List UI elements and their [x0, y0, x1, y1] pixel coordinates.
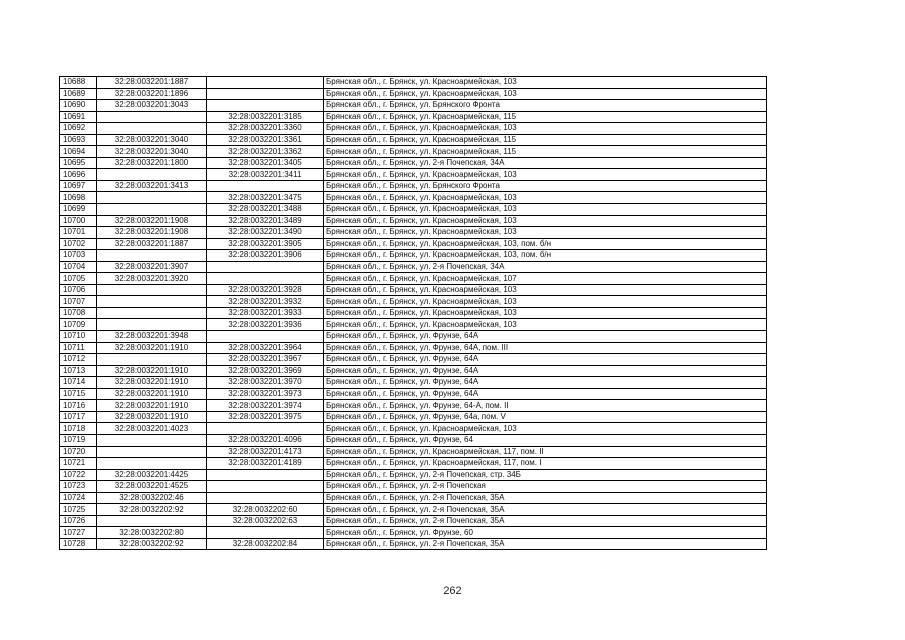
land-cadastral-number-cell: 32:28:0032201:1910 — [97, 365, 207, 377]
address-cell: Брянская обл., г. Брянск, ул. Красноармейская, 103 — [324, 123, 767, 135]
object-cadastral-number-cell: 32:28:0032202:63 — [207, 515, 324, 527]
address-cell: Брянская обл., г. Брянск, ул. Брянского Фронта — [324, 100, 767, 112]
object-cadastral-number-cell: 32:28:0032201:3933 — [207, 307, 324, 319]
address-cell: Брянская обл., г. Брянск, ул. 2-я Почепская, 34А — [324, 157, 767, 169]
object-cadastral-number-cell — [207, 331, 324, 343]
land-cadastral-number-cell — [97, 354, 207, 366]
table-row — [60, 319, 767, 331]
row-number-cell: 10711 — [60, 342, 97, 354]
object-cadastral-number-cell: 32:28:0032201:4096 — [207, 434, 324, 446]
land-cadastral-number-cell: 32:28:0032201:1908 — [97, 215, 207, 227]
object-cadastral-number-cell — [207, 481, 324, 493]
row-number-cell: 10692 — [60, 123, 97, 135]
address-cell: Брянская обл., г. Брянск, ул. 2-я Почепская, 35А — [324, 515, 767, 527]
land-cadastral-number-cell: 32:28:0032202:92 — [97, 504, 207, 516]
row-number-cell: 10698 — [60, 192, 97, 204]
address-cell: Брянская обл., г. Брянск, ул. Красноармейская, 103, пом. б/н — [324, 250, 767, 262]
object-cadastral-number-cell: 32:28:0032201:3906 — [207, 250, 324, 262]
table-row — [60, 400, 767, 412]
row-number-cell: 10688 — [60, 77, 97, 89]
row-number-cell: 10727 — [60, 527, 97, 539]
address-cell: Брянская обл., г. Брянск, ул. 2-я Почепская, 35А — [324, 492, 767, 504]
table-row — [60, 157, 767, 169]
address-cell: Брянская обл., г. Брянск, ул. Фрунзе, 64А — [324, 388, 767, 400]
address-cell: Брянская обл., г. Брянск, ул. Красноармейская, 115 — [324, 134, 767, 146]
address-cell: Брянская обл., г. Брянск, ул. Фрунзе, 64 — [324, 434, 767, 446]
land-cadastral-number-cell — [97, 111, 207, 123]
row-number-cell: 10728 — [60, 538, 97, 550]
row-number-cell: 10717 — [60, 411, 97, 423]
address-cell: Брянская обл., г. Брянск, ул. Красноармейская, 103 — [324, 88, 767, 100]
object-cadastral-number-cell: 32:28:0032201:3361 — [207, 134, 324, 146]
address-cell: Брянская обл., г. Брянск, ул. Фрунзе, 64А — [324, 354, 767, 366]
row-number-cell: 10714 — [60, 377, 97, 389]
object-cadastral-number-cell: 32:28:0032201:3490 — [207, 227, 324, 239]
land-cadastral-number-cell: 32:28:0032201:1887 — [97, 77, 207, 89]
table-row — [60, 169, 767, 181]
object-cadastral-number-cell: 32:28:0032201:3964 — [207, 342, 324, 354]
land-cadastral-number-cell — [97, 515, 207, 527]
registry-table — [59, 76, 767, 550]
table-row — [60, 481, 767, 493]
object-cadastral-number-cell: 32:28:0032201:3936 — [207, 319, 324, 331]
table-row — [60, 504, 767, 516]
row-number-cell: 10715 — [60, 388, 97, 400]
row-number-cell: 10704 — [60, 261, 97, 273]
land-cadastral-number-cell: 32:28:0032202:80 — [97, 527, 207, 539]
row-number-cell: 10722 — [60, 469, 97, 481]
land-cadastral-number-cell — [97, 250, 207, 262]
address-cell: Брянская обл., г. Брянск, ул. Красноармейская, 103 — [324, 192, 767, 204]
land-cadastral-number-cell — [97, 123, 207, 135]
object-cadastral-number-cell — [207, 423, 324, 435]
land-cadastral-number-cell — [97, 434, 207, 446]
land-cadastral-number-cell: 32:28:0032201:3907 — [97, 261, 207, 273]
object-cadastral-number-cell: 32:28:0032201:3185 — [207, 111, 324, 123]
table-row — [60, 492, 767, 504]
object-cadastral-number-cell — [207, 88, 324, 100]
table-row — [60, 146, 767, 158]
address-cell: Брянская обл., г. Брянск, ул. 2-я Почепская, стр. 34Б — [324, 469, 767, 481]
table-row — [60, 227, 767, 239]
address-cell: Брянская обл., г. Брянск, ул. Фрунзе, 60 — [324, 527, 767, 539]
land-cadastral-number-cell: 32:28:0032201:1910 — [97, 377, 207, 389]
land-cadastral-number-cell — [97, 284, 207, 296]
land-cadastral-number-cell — [97, 458, 207, 470]
table-row — [60, 354, 767, 366]
land-cadastral-number-cell: 32:28:0032201:1910 — [97, 342, 207, 354]
row-number-cell: 10708 — [60, 307, 97, 319]
land-cadastral-number-cell: 32:28:0032201:3040 — [97, 146, 207, 158]
object-cadastral-number-cell — [207, 527, 324, 539]
land-cadastral-number-cell — [97, 204, 207, 216]
object-cadastral-number-cell: 32:28:0032201:3411 — [207, 169, 324, 181]
table-row — [60, 261, 767, 273]
object-cadastral-number-cell: 32:28:0032201:3905 — [207, 238, 324, 250]
table-row — [60, 100, 767, 112]
row-number-cell: 10707 — [60, 296, 97, 308]
address-cell: Брянская обл., г. Брянск, ул. Фрунзе, 64-А, пом. II — [324, 400, 767, 412]
table-row — [60, 331, 767, 343]
land-cadastral-number-cell — [97, 169, 207, 181]
land-cadastral-number-cell: 32:28:0032201:3948 — [97, 331, 207, 343]
land-cadastral-number-cell — [97, 296, 207, 308]
object-cadastral-number-cell: 32:28:0032201:3928 — [207, 284, 324, 296]
row-number-cell: 10706 — [60, 284, 97, 296]
table-row — [60, 111, 767, 123]
land-cadastral-number-cell: 32:28:0032201:3920 — [97, 273, 207, 285]
address-cell: Брянская обл., г. Брянск, ул. Красноармейская, 103 — [324, 296, 767, 308]
object-cadastral-number-cell: 32:28:0032201:4173 — [207, 446, 324, 458]
table-row — [60, 307, 767, 319]
object-cadastral-number-cell: 32:28:0032201:3932 — [207, 296, 324, 308]
land-cadastral-number-cell: 32:28:0032201:1887 — [97, 238, 207, 250]
table-row — [60, 192, 767, 204]
table-row — [60, 423, 767, 435]
table-row — [60, 273, 767, 285]
object-cadastral-number-cell — [207, 492, 324, 504]
object-cadastral-number-cell — [207, 180, 324, 192]
row-number-cell: 10700 — [60, 215, 97, 227]
address-cell: Брянская обл., г. Брянск, ул. Фрунзе, 64А, пом. III — [324, 342, 767, 354]
table-row — [60, 88, 767, 100]
address-cell: Брянская обл., г. Брянск, ул. 2-я Почепская — [324, 481, 767, 493]
land-cadastral-number-cell: 32:28:0032201:1908 — [97, 227, 207, 239]
object-cadastral-number-cell — [207, 77, 324, 89]
row-number-cell: 10709 — [60, 319, 97, 331]
address-cell: Брянская обл., г. Брянск, ул. Красноармейская, 103 — [324, 215, 767, 227]
land-cadastral-number-cell: 32:28:0032201:4425 — [97, 469, 207, 481]
table-row — [60, 411, 767, 423]
address-cell: Брянская обл., г. Брянск, ул. 2-я Почепская, 34А — [324, 261, 767, 273]
address-cell: Брянская обл., г. Брянск, ул. Красноармейская, 103 — [324, 319, 767, 331]
row-number-cell: 10726 — [60, 515, 97, 527]
address-cell: Брянская обл., г. Брянск, ул. Красноармейская, 107 — [324, 273, 767, 285]
table-row — [60, 215, 767, 227]
land-cadastral-number-cell: 32:28:0032201:1910 — [97, 388, 207, 400]
row-number-cell: 10702 — [60, 238, 97, 250]
address-cell: Брянская обл., г. Брянск, ул. Красноармейская, 103 — [324, 423, 767, 435]
land-cadastral-number-cell — [97, 446, 207, 458]
row-number-cell: 10713 — [60, 365, 97, 377]
object-cadastral-number-cell: 32:28:0032201:3975 — [207, 411, 324, 423]
table-row — [60, 388, 767, 400]
address-cell: Брянская обл., г. Брянск, ул. 2-я Почепская, 35А — [324, 504, 767, 516]
row-number-cell: 10693 — [60, 134, 97, 146]
object-cadastral-number-cell — [207, 100, 324, 112]
row-number-cell: 10689 — [60, 88, 97, 100]
land-cadastral-number-cell: 32:28:0032201:1910 — [97, 400, 207, 412]
land-cadastral-number-cell — [97, 307, 207, 319]
page-number: 262 — [443, 585, 462, 597]
land-cadastral-number-cell: 32:28:0032201:3040 — [97, 134, 207, 146]
table-row — [60, 204, 767, 216]
object-cadastral-number-cell: 32:28:0032201:3489 — [207, 215, 324, 227]
row-number-cell: 10705 — [60, 273, 97, 285]
address-cell: Брянская обл., г. Брянск, ул. Красноармейская, 103 — [324, 284, 767, 296]
table-row — [60, 250, 767, 262]
object-cadastral-number-cell — [207, 261, 324, 273]
row-number-cell: 10701 — [60, 227, 97, 239]
table-row — [60, 538, 767, 550]
row-number-cell: 10694 — [60, 146, 97, 158]
address-cell: Брянская обл., г. Брянск, ул. Красноармейская, 103 — [324, 204, 767, 216]
table-row — [60, 123, 767, 135]
address-cell: Брянская обл., г. Брянск, ул. Брянского Фронта — [324, 180, 767, 192]
object-cadastral-number-cell: 32:28:0032201:3973 — [207, 388, 324, 400]
row-number-cell: 10721 — [60, 458, 97, 470]
address-cell: Брянская обл., г. Брянск, ул. Красноармейская, 103, пом. б/н — [324, 238, 767, 250]
row-number-cell: 10695 — [60, 157, 97, 169]
land-cadastral-number-cell — [97, 319, 207, 331]
registry-table-body — [60, 77, 767, 550]
table-row — [60, 77, 767, 89]
address-cell: Брянская обл., г. Брянск, ул. Красноармейская, 103 — [324, 227, 767, 239]
table-row — [60, 458, 767, 470]
land-cadastral-number-cell: 32:28:0032202:46 — [97, 492, 207, 504]
table-row — [60, 527, 767, 539]
object-cadastral-number-cell — [207, 469, 324, 481]
table-row — [60, 342, 767, 354]
address-cell: Брянская обл., г. Брянск, ул. Красноармейская, 103 — [324, 169, 767, 181]
object-cadastral-number-cell: 32:28:0032202:84 — [207, 538, 324, 550]
address-cell: Брянская обл., г. Брянск, ул. Фрунзе, 64А — [324, 331, 767, 343]
row-number-cell: 10719 — [60, 434, 97, 446]
object-cadastral-number-cell: 32:28:0032201:3362 — [207, 146, 324, 158]
address-cell: Брянская обл., г. Брянск, ул. 2-я Почепская, 35А — [324, 538, 767, 550]
row-number-cell: 10696 — [60, 169, 97, 181]
table-row — [60, 284, 767, 296]
object-cadastral-number-cell — [207, 273, 324, 285]
address-cell: Брянская обл., г. Брянск, ул. Красноармейская, 117, пом. II — [324, 446, 767, 458]
table-row — [60, 377, 767, 389]
table-row — [60, 365, 767, 377]
address-cell: Брянская обл., г. Брянск, ул. Красноармейская, 103 — [324, 77, 767, 89]
row-number-cell: 10724 — [60, 492, 97, 504]
row-number-cell: 10697 — [60, 180, 97, 192]
land-cadastral-number-cell: 32:28:0032202:92 — [97, 538, 207, 550]
object-cadastral-number-cell: 32:28:0032201:3360 — [207, 123, 324, 135]
address-cell: Брянская обл., г. Брянск, ул. Красноармейская, 103 — [324, 307, 767, 319]
object-cadastral-number-cell: 32:28:0032202:60 — [207, 504, 324, 516]
row-number-cell: 10718 — [60, 423, 97, 435]
object-cadastral-number-cell: 32:28:0032201:3969 — [207, 365, 324, 377]
address-cell: Брянская обл., г. Брянск, ул. Красноармейская, 117, пом. I — [324, 458, 767, 470]
row-number-cell: 10710 — [60, 331, 97, 343]
object-cadastral-number-cell: 32:28:0032201:3974 — [207, 400, 324, 412]
row-number-cell: 10691 — [60, 111, 97, 123]
object-cadastral-number-cell: 32:28:0032201:4189 — [207, 458, 324, 470]
object-cadastral-number-cell: 32:28:0032201:3970 — [207, 377, 324, 389]
table-row — [60, 446, 767, 458]
address-cell: Брянская обл., г. Брянск, ул. Красноармейская, 115 — [324, 146, 767, 158]
row-number-cell: 10703 — [60, 250, 97, 262]
row-number-cell: 10699 — [60, 204, 97, 216]
address-cell: Брянская обл., г. Брянск, ул. Красноармейская, 115 — [324, 111, 767, 123]
land-cadastral-number-cell: 32:28:0032201:1910 — [97, 411, 207, 423]
address-cell: Брянская обл., г. Брянск, ул. Фрунзе, 64А — [324, 377, 767, 389]
table-row — [60, 469, 767, 481]
address-cell: Брянская обл., г. Брянск, ул. Фрунзе, 64А — [324, 365, 767, 377]
row-number-cell: 10690 — [60, 100, 97, 112]
row-number-cell: 10720 — [60, 446, 97, 458]
object-cadastral-number-cell: 32:28:0032201:3488 — [207, 204, 324, 216]
land-cadastral-number-cell: 32:28:0032201:3413 — [97, 180, 207, 192]
address-cell: Брянская обл., г. Брянск, ул. Фрунзе, 64а, пом. V — [324, 411, 767, 423]
land-cadastral-number-cell — [97, 192, 207, 204]
table-row — [60, 180, 767, 192]
table-row — [60, 515, 767, 527]
object-cadastral-number-cell: 32:28:0032201:3475 — [207, 192, 324, 204]
table-row — [60, 238, 767, 250]
table-row — [60, 434, 767, 446]
land-cadastral-number-cell: 32:28:0032201:4525 — [97, 481, 207, 493]
land-cadastral-number-cell: 32:28:0032201:4023 — [97, 423, 207, 435]
land-cadastral-number-cell: 32:28:0032201:1896 — [97, 88, 207, 100]
table-row — [60, 296, 767, 308]
row-number-cell: 10725 — [60, 504, 97, 516]
table-row — [60, 134, 767, 146]
row-number-cell: 10712 — [60, 354, 97, 366]
row-number-cell: 10723 — [60, 481, 97, 493]
land-cadastral-number-cell: 32:28:0032201:3043 — [97, 100, 207, 112]
object-cadastral-number-cell: 32:28:0032201:3967 — [207, 354, 324, 366]
object-cadastral-number-cell: 32:28:0032201:3405 — [207, 157, 324, 169]
land-cadastral-number-cell: 32:28:0032201:1800 — [97, 157, 207, 169]
row-number-cell: 10716 — [60, 400, 97, 412]
